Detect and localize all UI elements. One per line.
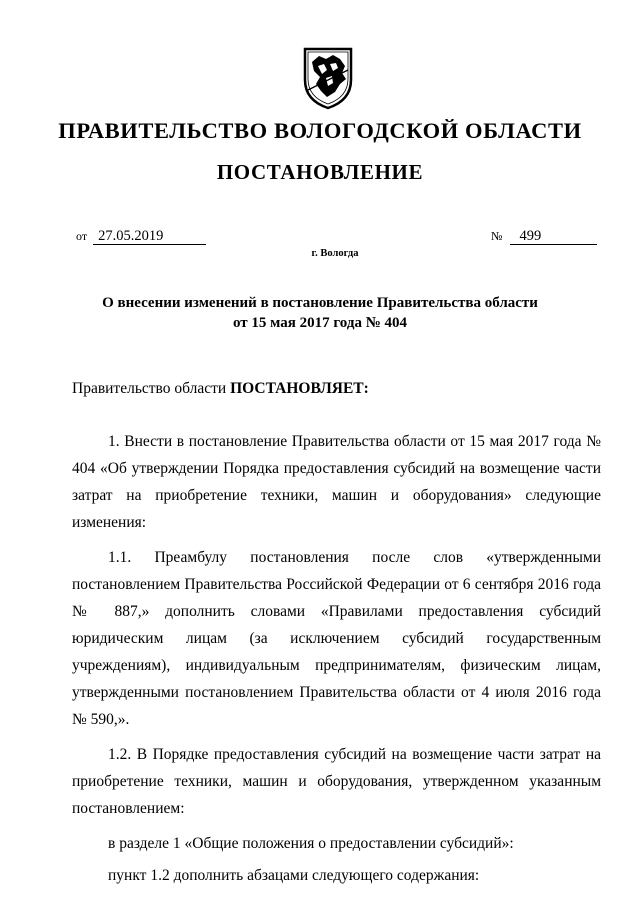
paragraph-1-1: 1.1. Преамбулу постановления после слов «утвержденными постановлением Правительства Российской Федерации от 6 сентября 2016 года № 887,» дополнить словами «Правилами предоставления субсидий юридическим лицам (за исключением субсидий государственным учреждениям), индивидуальным предпринимателям, физическим лицам, утвержденными постановлением Правительства области от 4 июля 2016 года № 590,». [72,549,601,728]
preamble-emphasis: ПОСТАНОВЛЯЕТ: [230,380,369,397]
government-title: ПРАВИТЕЛЬСТВО ВОЛОГОДСКОЙ ОБЛАСТИ [58,118,582,143]
date-prefix: от [76,229,88,243]
coat-of-arms-icon [302,46,354,110]
subject-line-1: О внесении изменений в постановление Правительства области [102,295,538,311]
number-field: 499 [510,228,597,245]
subject-line-2: от 15 мая 2017 года № 404 [232,315,408,331]
paragraph-item-1-2: пункт 1.2 дополнить абзацами следующего содержания: [108,867,480,884]
preamble [72,380,369,398]
number-row [491,228,597,245]
document-type: ПОСТАНОВЛЕНИЕ [216,160,424,184]
city-label: г. Вологда [311,248,359,259]
document-subject [60,293,580,333]
paragraph-1-2: 1.2. В Порядке предоставления субсидий на возмещение части затрат на приобретение техники, машин и оборудования, утвержденном указанным постановлением: [72,746,601,817]
document-body [72,428,601,894]
paragraph-section-1: в разделе 1 «Общие положения о предоставлении субсидий»: [108,835,514,852]
preamble-text: Правительство области [72,380,227,397]
number-prefix: № [491,229,503,243]
date-field: 27.05.2019 [93,228,206,245]
date-row [76,228,206,245]
paragraph-1: 1. Внести в постановление Правительства области от 15 мая 2017 года № 404 «Об утверждении Порядка предоставления субсидий на возмещение части затрат на приобретение техники, машин и оборудования» следующие изменения: [72,433,601,531]
